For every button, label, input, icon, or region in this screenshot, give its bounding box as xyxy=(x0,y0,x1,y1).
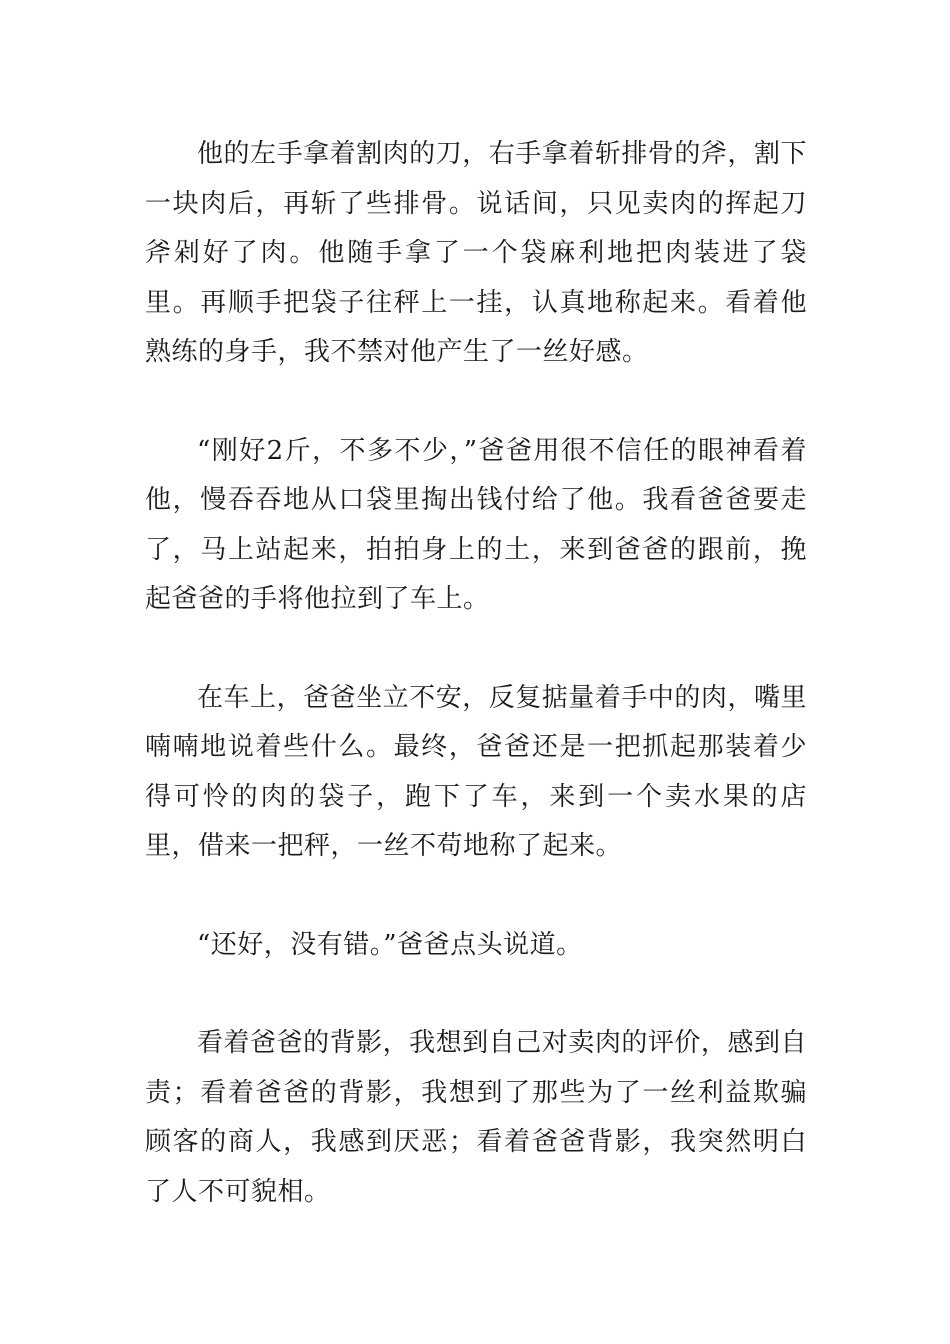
document-body xyxy=(145,130,807,1217)
paragraph-2: “刚好2斤，不多不少，”爸爸用很不信任的眼神看着他，慢吞吞地从口袋里掏出钱付给了他。我看爸爸要走了，马上站起来，拍拍身上的土，来到爸爸的跟前，挽起爸爸的手将他拉到了车上。 xyxy=(145,435,807,614)
paragraph-4: “还好，没有错。”爸爸点头说道。 xyxy=(197,929,583,960)
paragraph-1: 他的左手拿着割肉的刀，右手拿着斩排骨的斧，割下一块肉后，再斩了些排骨。说话间，只见卖肉的挥起刀斧剁好了肉。他随手拿了一个袋麻利地把肉装进了袋里。再顺手把袋子往秤上一挂，认真地称起来。看着他熟练的身手，我不禁对他产生了一丝好感。 xyxy=(145,139,807,367)
paragraph-3: 在车上，爸爸坐立不安，反复掂量着手中的肉，嘴里喃喃地说着些什么。最终，爸爸还是一把抓起那装着少得可怜的肉的袋子，跑下了车，来到一个卖水果的店里，借来一把秤，一丝不苟地称了起来。 xyxy=(145,682,807,861)
paragraph-5: 看着爸爸的背影，我想到自己对卖肉的评价，感到自责；看着爸爸的背影，我想到了那些为了一丝利益欺骗顾客的商人，我感到厌恶；看着爸爸背影，我突然明白了人不可貌相。 xyxy=(145,1028,807,1207)
